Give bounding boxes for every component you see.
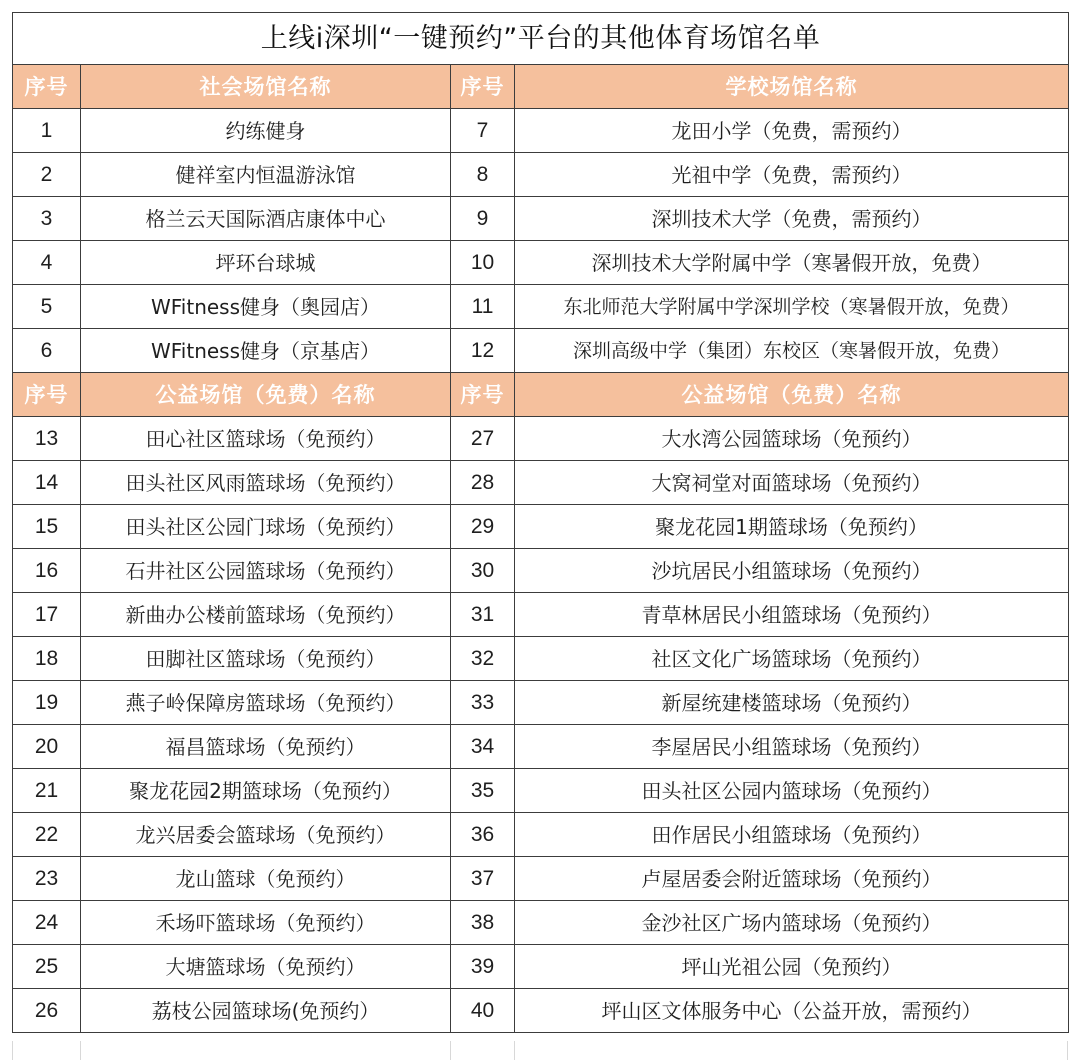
venue-name-left: 荔枝公园篮球场(免预约）: [81, 989, 451, 1033]
venue-name-right: 社区文化广场篮球场（免预约）: [515, 637, 1069, 681]
header-index-left: 序号: [13, 373, 81, 417]
row-index-right: 35: [451, 769, 515, 813]
table-row: [13, 197, 1069, 241]
table-row: [13, 681, 1069, 725]
table-row: [13, 109, 1069, 153]
row-index-left: 16: [13, 549, 81, 593]
row-index-left: 4: [13, 241, 81, 285]
venue-name-left: WFitness健身（京基店）: [81, 329, 451, 373]
row-index-right: 39: [451, 945, 515, 989]
row-index-right: 12: [451, 329, 515, 373]
header-venue-name-left: 社会场馆名称: [81, 65, 451, 109]
row-index-left: 22: [13, 813, 81, 857]
venue-name-left: 禾场吓篮球场（免预约）: [81, 901, 451, 945]
title-row: [13, 13, 1069, 65]
row-index-left: 18: [13, 637, 81, 681]
row-index-right: 36: [451, 813, 515, 857]
gridline: [80, 1041, 81, 1060]
row-index-left: 15: [13, 505, 81, 549]
venue-name-right: 大窝祠堂对面篮球场（免预约）: [515, 461, 1069, 505]
venue-name-right: 田作居民小组篮球场（免预约）: [515, 813, 1069, 857]
row-index-right: 32: [451, 637, 515, 681]
venue-name-right: 深圳技术大学附属中学（寒暑假开放，免费）: [515, 241, 1069, 285]
table-row: [13, 901, 1069, 945]
venue-name-right: 深圳高级中学（集团）东校区（寒暑假开放，免费）: [515, 329, 1069, 373]
row-index-left: 26: [13, 989, 81, 1033]
venue-name-left: 田心社区篮球场（免预约）: [81, 417, 451, 461]
row-index-left: 24: [13, 901, 81, 945]
row-index-right: 9: [451, 197, 515, 241]
gridline: [1067, 1041, 1068, 1060]
row-index-right: 34: [451, 725, 515, 769]
header-index-left: 序号: [13, 65, 81, 109]
venue-name-right: 新屋统建楼篮球场（免预约）: [515, 681, 1069, 725]
gridline: [514, 1041, 515, 1060]
row-index-left: 13: [13, 417, 81, 461]
row-index-left: 25: [13, 945, 81, 989]
row-index-left: 3: [13, 197, 81, 241]
row-index-right: 33: [451, 681, 515, 725]
venue-name-left: 福昌篮球场（免预约）: [81, 725, 451, 769]
row-index-right: 10: [451, 241, 515, 285]
table-row: [13, 417, 1069, 461]
table-row: [13, 461, 1069, 505]
venue-name-right: 光祖中学（免费，需预约）: [515, 153, 1069, 197]
table-row: [13, 285, 1069, 329]
section-header-row: [13, 65, 1069, 109]
venue-name-right: 沙坑居民小组篮球场（免预约）: [515, 549, 1069, 593]
gridline: [450, 1041, 451, 1060]
venue-name-right: 金沙社区广场内篮球场（免预约）: [515, 901, 1069, 945]
venue-name-left: 田头社区风雨篮球场（免预约）: [81, 461, 451, 505]
table-row: [13, 945, 1069, 989]
table-row: [13, 769, 1069, 813]
table-row: [13, 593, 1069, 637]
venue-name-right: 深圳技术大学（免费，需预约）: [515, 197, 1069, 241]
venue-name-left: WFitness健身（奥园店）: [81, 285, 451, 329]
table-row: [13, 241, 1069, 285]
row-index-left: 14: [13, 461, 81, 505]
venue-name-right: 聚龙花园1期篮球场（免预约）: [515, 505, 1069, 549]
header-venue-name-right: 学校场馆名称: [515, 65, 1069, 109]
row-index-left: 17: [13, 593, 81, 637]
row-index-right: 31: [451, 593, 515, 637]
row-index-right: 37: [451, 857, 515, 901]
venue-name-right: 田头社区公园内篮球场（免预约）: [515, 769, 1069, 813]
venue-name-left: 大塘篮球场（免预约）: [81, 945, 451, 989]
row-index-left: 2: [13, 153, 81, 197]
row-index-left: 23: [13, 857, 81, 901]
table-title: 上线i深圳“一键预约”平台的其他体育场馆名单: [13, 13, 1069, 65]
header-index-right: 序号: [451, 65, 515, 109]
header-index-right: 序号: [451, 373, 515, 417]
venue-name-right: 坪山区文体服务中心（公益开放，需预约）: [515, 989, 1069, 1033]
venue-name-left: 田脚社区篮球场（免预约）: [81, 637, 451, 681]
table-row: [13, 329, 1069, 373]
row-index-right: 11: [451, 285, 515, 329]
row-index-left: 19: [13, 681, 81, 725]
table-row: [13, 637, 1069, 681]
row-index-right: 29: [451, 505, 515, 549]
row-index-right: 28: [451, 461, 515, 505]
venue-list-body: [13, 13, 1069, 1033]
venue-name-right: 青草林居民小组篮球场（免预约）: [515, 593, 1069, 637]
row-index-left: 5: [13, 285, 81, 329]
row-index-left: 21: [13, 769, 81, 813]
venue-name-right: 卢屋居委会附近篮球场（免预约）: [515, 857, 1069, 901]
venue-list-table: [12, 12, 1069, 1033]
table-row: [13, 857, 1069, 901]
venue-name-left: 新曲办公楼前篮球场（免预约）: [81, 593, 451, 637]
row-index-right: 40: [451, 989, 515, 1033]
row-index-right: 8: [451, 153, 515, 197]
table-row: [13, 505, 1069, 549]
venue-name-left: 田头社区公园门球场（免预约）: [81, 505, 451, 549]
venue-name-right: 龙田小学（免费，需预约）: [515, 109, 1069, 153]
table-row: [13, 725, 1069, 769]
row-index-right: 27: [451, 417, 515, 461]
table-row: [13, 989, 1069, 1033]
venue-name-right: 东北师范大学附属中学深圳学校（寒暑假开放，免费）: [515, 285, 1069, 329]
venue-name-left: 石井社区公园篮球场（免预约）: [81, 549, 451, 593]
venue-name-left: 健祥室内恒温游泳馆: [81, 153, 451, 197]
venue-name-left: 龙兴居委会篮球场（免预约）: [81, 813, 451, 857]
section-header-row: [13, 373, 1069, 417]
row-index-right: 7: [451, 109, 515, 153]
table-row: [13, 549, 1069, 593]
venue-name-left: 格兰云天国际酒店康体中心: [81, 197, 451, 241]
venue-name-left: 龙山篮球（免预约）: [81, 857, 451, 901]
row-index-left: 1: [13, 109, 81, 153]
gridline: [12, 1041, 13, 1060]
table-row: [13, 813, 1069, 857]
header-venue-name-right: 公益场馆（免费）名称: [515, 373, 1069, 417]
row-index-left: 20: [13, 725, 81, 769]
row-index-right: 30: [451, 549, 515, 593]
spreadsheet-footer-gridlines: [12, 1041, 1068, 1060]
venue-name-left: 燕子岭保障房篮球场（免预约）: [81, 681, 451, 725]
venue-name-left: 聚龙花园2期篮球场（免预约）: [81, 769, 451, 813]
venue-name-left: 坪环台球城: [81, 241, 451, 285]
venue-name-right: 坪山光祖公园（免预约）: [515, 945, 1069, 989]
row-index-right: 38: [451, 901, 515, 945]
venue-name-right: 李屋居民小组篮球场（免预约）: [515, 725, 1069, 769]
venue-name-left: 约练健身: [81, 109, 451, 153]
header-venue-name-left: 公益场馆（免费）名称: [81, 373, 451, 417]
row-index-left: 6: [13, 329, 81, 373]
venue-name-right: 大水湾公园篮球场（免预约）: [515, 417, 1069, 461]
table-row: [13, 153, 1069, 197]
